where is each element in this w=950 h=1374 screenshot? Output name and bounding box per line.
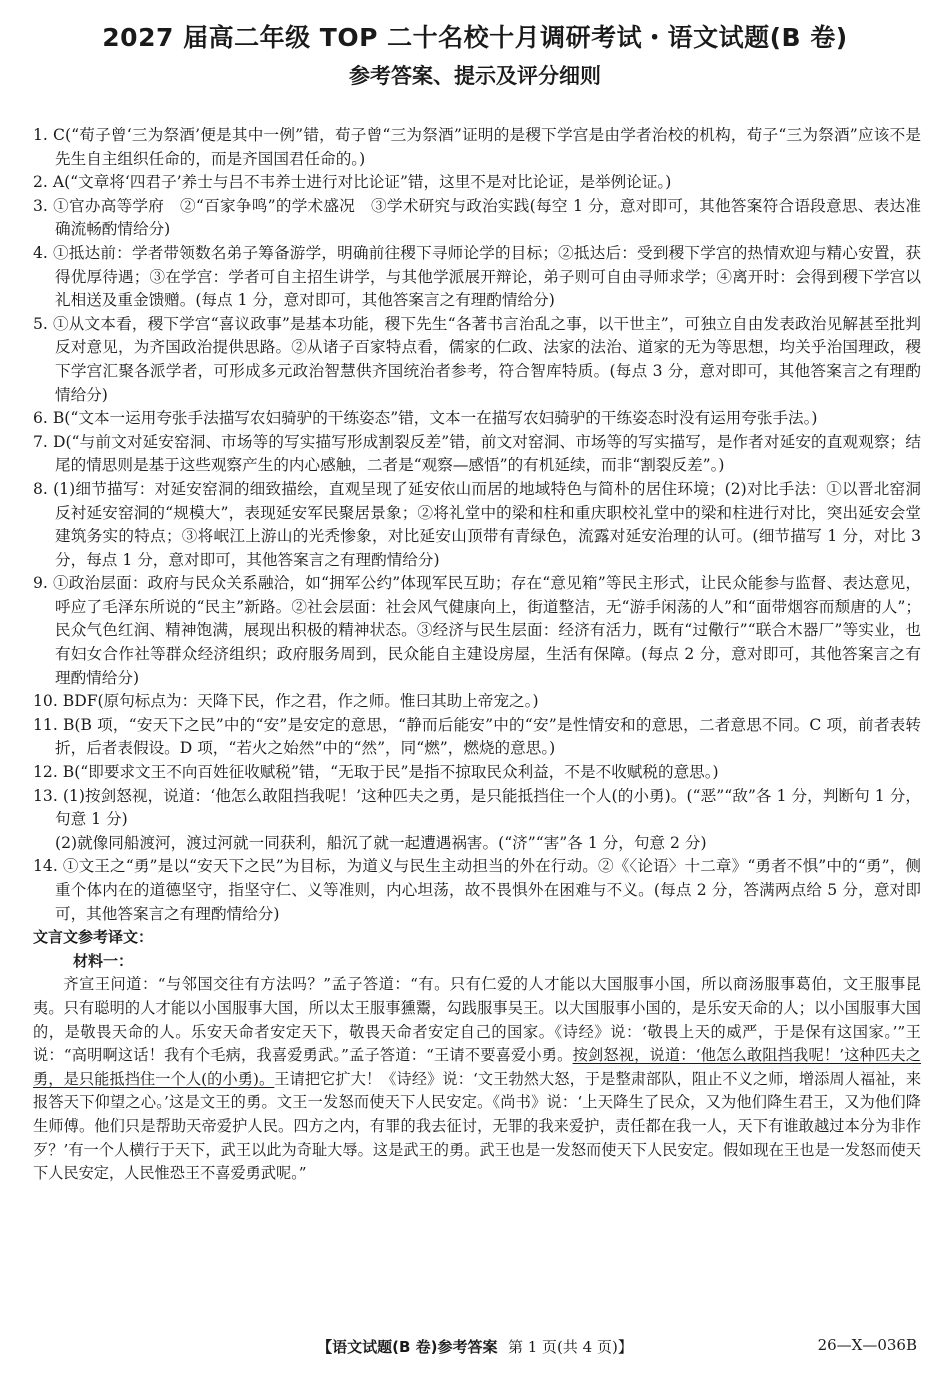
answer-6: 6. B(“文本一运用夸张手法描写农妇骑驴的干练姿态”错，文本一在描写农妇骑驴的干练姿态时没有运用夸张手法。)	[33, 409, 818, 428]
footer-exam-code: 26—X—036B	[817, 1336, 917, 1354]
page-subtitle: 参考答案、提示及评分细则	[349, 64, 601, 88]
answer-10: 10. BDF(原句标点为：天降下民，作之君，作之师。惟曰其助上帝宠之。)	[33, 692, 539, 711]
answer-13-part-2: (2)就像同船渡河，渡过河就一同获利，船沉了就一起遭遇祸害。(“济”“害”各 1 分，句意 2 分)	[55, 833, 707, 852]
answer-5: 5. ①从文本看，稷下学宫“喜议政事”是基本功能，稷下先生“各著书言治乱之事，以干世主”，可独立自由发表政治见解甚至批判反对意见，为齐国政治提供思路。②从诸子百家特点看，儒家的仁政、法家的法治、道家的无为等思想，均关乎治国理政，稷下学宫汇聚各派学者，可形成多元政治智慧供齐国统治者参考，符合智库特质。(每点 3 分，意对即可，其他答案言之有理酌情给分)	[33, 314, 921, 404]
answer-11: 11. B(B 项，“安天下之民”中的“安”是安定的意思，“静而后能安”中的“安”是性情安和的意思，二者意思不同。C 项，前者表转折，后者表假设。D 项，“若火之始然”中的“然”，同“燃”，燃烧的意思。)	[33, 715, 921, 758]
answer-9: 9. ①政治层面：政府与民众关系融洽，如“拥军公约”体现军民互助；存在“意见箱”等民主形式，让民众能参与监督、表达意见，呼应了毛泽东所说的“民主”新路。②社会层面：社会风气健康向上，街道整洁，无“游手闲荡的人”和“面带烟容而颓唐的人”；民众气色红润、精神饱满，展现出积极的精神状态。③经济与民生层面：经济有活力，既有“过儆行”“联合木器厂”等实业，也有妇女合作社等群众经济组织；政府服务周到，民众能自主建设房屋，生活有保障。(每点 2 分，意对即可，其他答案言之有理酌情给分)	[33, 574, 921, 687]
answer-content	[33, 124, 921, 1186]
translation-text-before: 齐宣王问道：“与邻国交往有方法吗？”孟子答道：“有。只有仁爱的人才能以大国服事小国，所以商汤服事葛伯，文王服事昆夷。只有聪明的人才能以小国服事大国，所以太王服事獯鬻，勾践服事吴王。以大国服事小国的，是乐安天命的人；以小国服事大国的，是敬畏天命的人。乐安天命者安定天下，敬畏天命者安定自己的国家。《诗经》说：‘敬畏上天的威严，于是保有这国家。’”王说：“高明啊这话！我有个毛病，我喜爱勇武。”孟子答道：“王请不要喜爱小勇。	[33, 975, 921, 1065]
footer-label: 【语文试题(B 卷)参考答案	[317, 1338, 498, 1356]
page-footer	[0, 1336, 950, 1360]
answer-13-part-1: 13. (1)按剑怒视，说道：‘他怎么敢阻挡我呢！’这种匹夫之勇，是只能抵挡住一个人(的小勇)。(“恶”“敌”各 1 分，判断句 1 分，句意 1 分)	[33, 786, 921, 829]
answer-1: 1. C(“荀子曾‘三为祭酒’便是其中一例”错，荀子曾“三为祭酒”证明的是稷下学宫是由学者治校的机构，荀子“三为祭酒”应该不是先生自主组织任命的，而是齐国国君任命的。)	[33, 126, 921, 168]
answer-4: 4. ①抵达前：学者带领数名弟子筹备游学，明确前往稷下寻师论学的目标；②抵达后：受到稷下学宫的热情欢迎与精心安置，获得优厚待遇；③在学宫：学者可自主招生讲学，与其他学派展开辩论，弟子则可自由寻师求学；④离开时：会得到稷下学宫以礼相送及重金馈赠。(每点 1 分，意对即可，其他答案言之有理酌情给分)	[33, 243, 921, 310]
answer-2: 2. A(“文章将‘四君子’养士与吕不韦养士进行对比论证”错，这里不是对比论证，是举例论证。)	[33, 173, 672, 192]
answer-8: 8. (1)细节描写：对延安窑洞的细致描绘，直观呈现了延安依山而居的地域特色与简朴的居住环境；(2)对比手法：①以晋北窑洞反衬延安窑洞的“规模大”，表现延安军民聚居景象；②将礼堂中的梁和柱和重庆职校礼堂中的梁和柱进行对比，突出延安会堂建筑务实的特点；③将岷江上游山的光秃惨象，对比延安山顶带有青绿色，流露对延安治理的认可。(细节描写 1 分，对比 3 分，每点 1 分，意对即可，其他答案言之有理酌情给分)	[33, 479, 921, 569]
answer-14: 14. ①文王之“勇”是以“安天下之民”为目标，为道义与民生主动担当的外在行动。②《〈论语〉十二章》“勇者不惧”中的“勇”，侧重个体内在的道德坚守，指坚守仁、义等准则，内心坦荡，故不畏惧外在困难与不义。(每点 2 分，答满两点给 5 分，意对即可，其他答案言之有理酌情给分)	[33, 857, 921, 923]
answer-3: 3. ①官办高等学府 ②“百家争鸣”的学术盛况 ③学术研究与政治实践(每空 1 分，意对即可，其他答案符合语段意思、表达准确流畅酌情给分)	[33, 196, 921, 239]
translation-paragraph	[33, 973, 921, 1185]
answer-12: 12. B(“即要求文王不向百姓征收赋税”错，“无取于民”是指不掠取民众利益，不是不收赋税的意思。)	[33, 763, 719, 782]
footer-page-number: 第 1 页(共 4 页)】	[507, 1338, 633, 1356]
translation-section-title: 文言文参考译文：	[33, 928, 154, 947]
material-one-title: 材料一：	[73, 951, 134, 970]
translation-underlined-sentence: 按剑怒视，说道：‘他怎么敢阻挡我呢！’这种匹夫之勇，是只能抵挡住一个人(的小勇)。	[33, 1046, 921, 1088]
translation-text-after: 王请把它扩大！《诗经》说：‘文王勃然大怒，于是整肃部队，阻止不义之师，增添周人福祉，来报答天下仰望之心。’这是文王的勇。文王一发怒而使天下人民安定。《尚书》说：‘上天降生了民众，又为他们降生君王，又为他们降生师傅。他们只是帮助天帝爱护人民。四方之内，有罪的我去征讨，无罪的我来爱护，责任都在我一人，天下有谁敢越过本分为非作歹？’有一个人横行于天下，武王以此为奇耻大辱。这是武王的勇。武王也是一发怒而使天下人民安定。假如现在王也是一发怒而使天下人民安定，人民惟恐王不喜爱勇武呢。”	[33, 1069, 922, 1183]
answer-7: 7. D(“与前文对延安窑洞、市场等的写实描写形成割裂反差”错，前文对窑洞、市场等的写实描写，是作者对延安的直观观察；结尾的情思则是基于这些观察产生的内心感触，二者是“观察—感悟”的有机延续，而非“割裂反差”。)	[33, 432, 921, 475]
footer-label-group	[0, 1336, 950, 1357]
page-title: 2027 届高二年级 TOP 二十名校十月调研考试・语文试题(B 卷)	[102, 23, 848, 52]
